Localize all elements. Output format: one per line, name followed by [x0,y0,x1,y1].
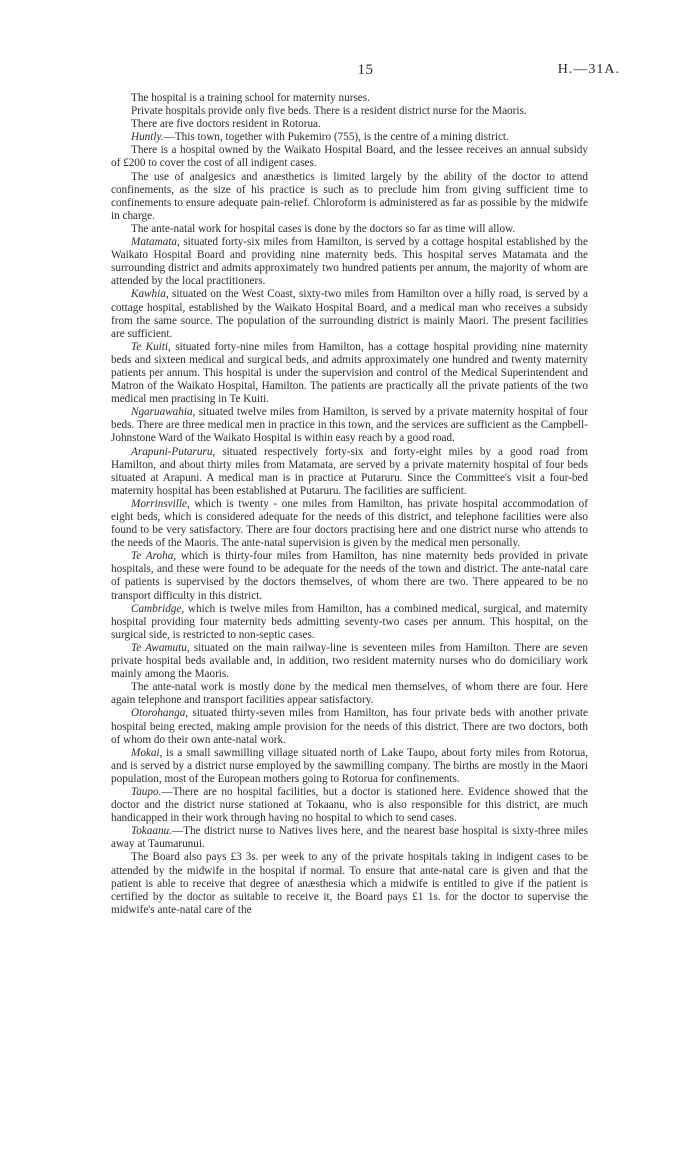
paragraph-text: situated respectively forty-six and forty-eight miles by a good road from Hamilton, and about thirty miles from Matamata, are served by a private maternity hospital of four beds situated at Arapuni. A medical man is in practice at Putaruru. Since the Committee's visit a four-bed maternity hospital has been established at Putaruru. The facilities are sufficient. [111,445,588,497]
place-name: Tokaanu. [131,825,172,838]
paragraph [111,236,588,288]
page-number: 15 [357,62,374,78]
place-name: Morrinsville, [131,497,190,510]
paragraph-text: Private hospitals provide only five beds. There is a resident district nurse for the Maoris. [131,105,527,118]
paragraph-text: situated on the West Coast, sixty-two miles from Hamilton over a hilly road, is served by a cottage hospital, established by the Waikato Hospital Board, and a medical man who receives a subsidy from the same source. The population of the surrounding district is mainly Maori. The present facilities are sufficient. [111,288,588,340]
paragraph-text: —There are no hospital facilities, but a doctor is stationed here. Evidence showed that the doctor and the district nurse stationed at Tokaanu, who is also responsible for this district, are much handicapped in their work through having no hospital to which to send cases. [111,785,588,825]
place-name: Huntly. [131,131,164,144]
paragraph-text: The ante-natal work is mostly done by the medical men themselves, of whom there are four. Here again telephone and transport facilities appear satisfactory. [111,681,588,707]
place-name: Te Awamutu, [131,641,190,654]
paragraph-text: The ante-natal work for hospital cases is done by the doctors so far as time will allow. [131,222,516,235]
place-name: Kawhia, [131,288,169,301]
paragraph [111,223,588,236]
document-reference: H.—31A. [557,62,620,77]
paragraph-text: which is twelve miles from Hamilton, has a combined medical, surgical, and maternity hospital providing four maternity beds admitting seventy-two cases per annum. This hospital, on the surgical side, is restricted to non-septic cases. [111,602,588,641]
paragraph-text: situated on the main railway-line is seventeen miles from Hamilton. There are seven private hospital beds available and, in addition, two resident maternity nurses who do domiciliary work mainly among the Maoris. [111,641,588,681]
paragraph [111,341,588,406]
paragraph-text: which is twenty - one miles from Hamilton, has private hospital accommodation of eight beds, which is considered adequate for the needs of this district, and telephone facilities were also found to be very satisfactory. There are four doctors practising here and one district nurse who attends to the needs of the Maoris. The ante-natal supervision is given by the medical men personally. [111,497,588,550]
place-name: Cambridge, [131,602,185,615]
paragraph-text: The use of analgesics and anæsthetics is limited largely by the ability of the doctor to attend confinements, as the size of his practice is such as to preclude him from giving sufficient time to confinements to ensure adequate pain-relief. Chloroform is administered as far as possible by the midwife in charge. [111,170,588,222]
paragraph [111,851,588,916]
paragraph-text: situated twelve miles from Hamilton, is served by a private maternity hospital of four beds. There are three medical men in practice in this town, and the services are sufficient as the Campbell-Johnstone Ward of the Waikato Hospital is within easy reach by a good road. [111,406,588,445]
paragraph-text: The Board also pays £3 3s. per week to any of the private hospitals taking in indigent cases to be attended by the midwife in the hospital if normal. To ensure that ante-natal care is given and that the patient is able to receive that degree of anæsthesia which a midwife is entitled to give if the patient is certified by the doctor as suitable to receive it, the Board pays £1 1s. for the doctor to supervise the midwife's ante-natal care of the [111,851,588,916]
page-header [111,62,620,80]
paragraph [111,707,588,746]
paragraph-text: situated thirty-seven miles from Hamilton, has four private beds with another private hospital being erected, making ample provision for the needs of this district. There are two doctors, both of whom do their own ante-natal work. [111,707,588,746]
paragraph [111,406,588,445]
paragraph [111,747,588,786]
paragraph-text: —This town, together with Pukemiro (755), is the centre of a mining district. [163,131,509,144]
paragraph-text: —The district nurse to Natives lives here, and the nearest base hospital is sixty-three miles away at Taumarunui. [111,825,588,851]
paragraph [111,288,588,340]
paragraph [111,144,588,170]
place-name: Arapuni-Putaruru, [131,445,216,458]
place-name: Matamata, [131,236,180,249]
paragraph [111,131,588,144]
place-name: Ngaruawahia, [131,406,196,419]
body-text [111,92,588,917]
place-name: Taupo. [131,785,162,798]
paragraph-text: situated forty-six miles from Hamilton, is served by a cottage hospital established by the Waikato Hospital Board and providing nine maternity beds. This hospital serves Matamata and the surrounding district and admits approximately two hundred patients per annum, the majority of whom are attended by the local practitioners. [111,236,588,288]
paragraph [111,786,588,825]
paragraph [111,825,588,851]
place-name: Otorohanga, [131,707,189,720]
paragraph-text: is a small sawmilling village situated north of Lake Taupo, about forty miles from Rotorua, and is served by a district nurse employed by the sawmilling company. The births are mostly in the Maori population, most of the European mothers going to Rotorua for confinements. [111,746,588,785]
paragraph [111,642,588,681]
paragraph-text: The hospital is a training school for maternity nurses. [131,92,370,104]
place-name: Te Aroha, [131,550,177,563]
paragraph-text: There is a hospital owned by the Waikato Hospital Board, and the lessee receives an annual subsidy of £200 to cover the cost of all indigent cases. [111,144,588,170]
paragraph [111,105,588,118]
paragraph [111,498,588,550]
paragraph [111,92,588,105]
paragraph [111,171,588,223]
paragraph [111,681,588,707]
paragraph [111,446,588,498]
paragraph [111,118,588,131]
paragraph-text: which is thirty-four miles from Hamilton, has nine maternity beds provided in private hospitals, and these were found to be adequate for the needs of the town and district. The ante-natal care of patients is supervised by the doctors themselves, of whom there are two. There appeared to be no transport difficulty in this district. [111,550,588,602]
paragraph-text: There are five doctors resident in Rotorua. [131,118,321,131]
place-name: Mokai, [131,746,163,759]
paragraph [111,603,588,642]
paragraph [111,550,588,602]
place-name: Te Kuiti, [131,340,171,353]
paragraph-text: situated forty-nine miles from Hamilton, has a cottage hospital providing nine maternity beds and sixteen medical and surgical beds, and admits approximately one hundred and twenty maternity patients per annum. This hospital is under the supervision and control of the Medical Superintendent and Matron of the Waikato Hospital, Hamilton. The patients are practically all the private patients of the two medical men practising in Te Kuiti. [111,340,589,406]
